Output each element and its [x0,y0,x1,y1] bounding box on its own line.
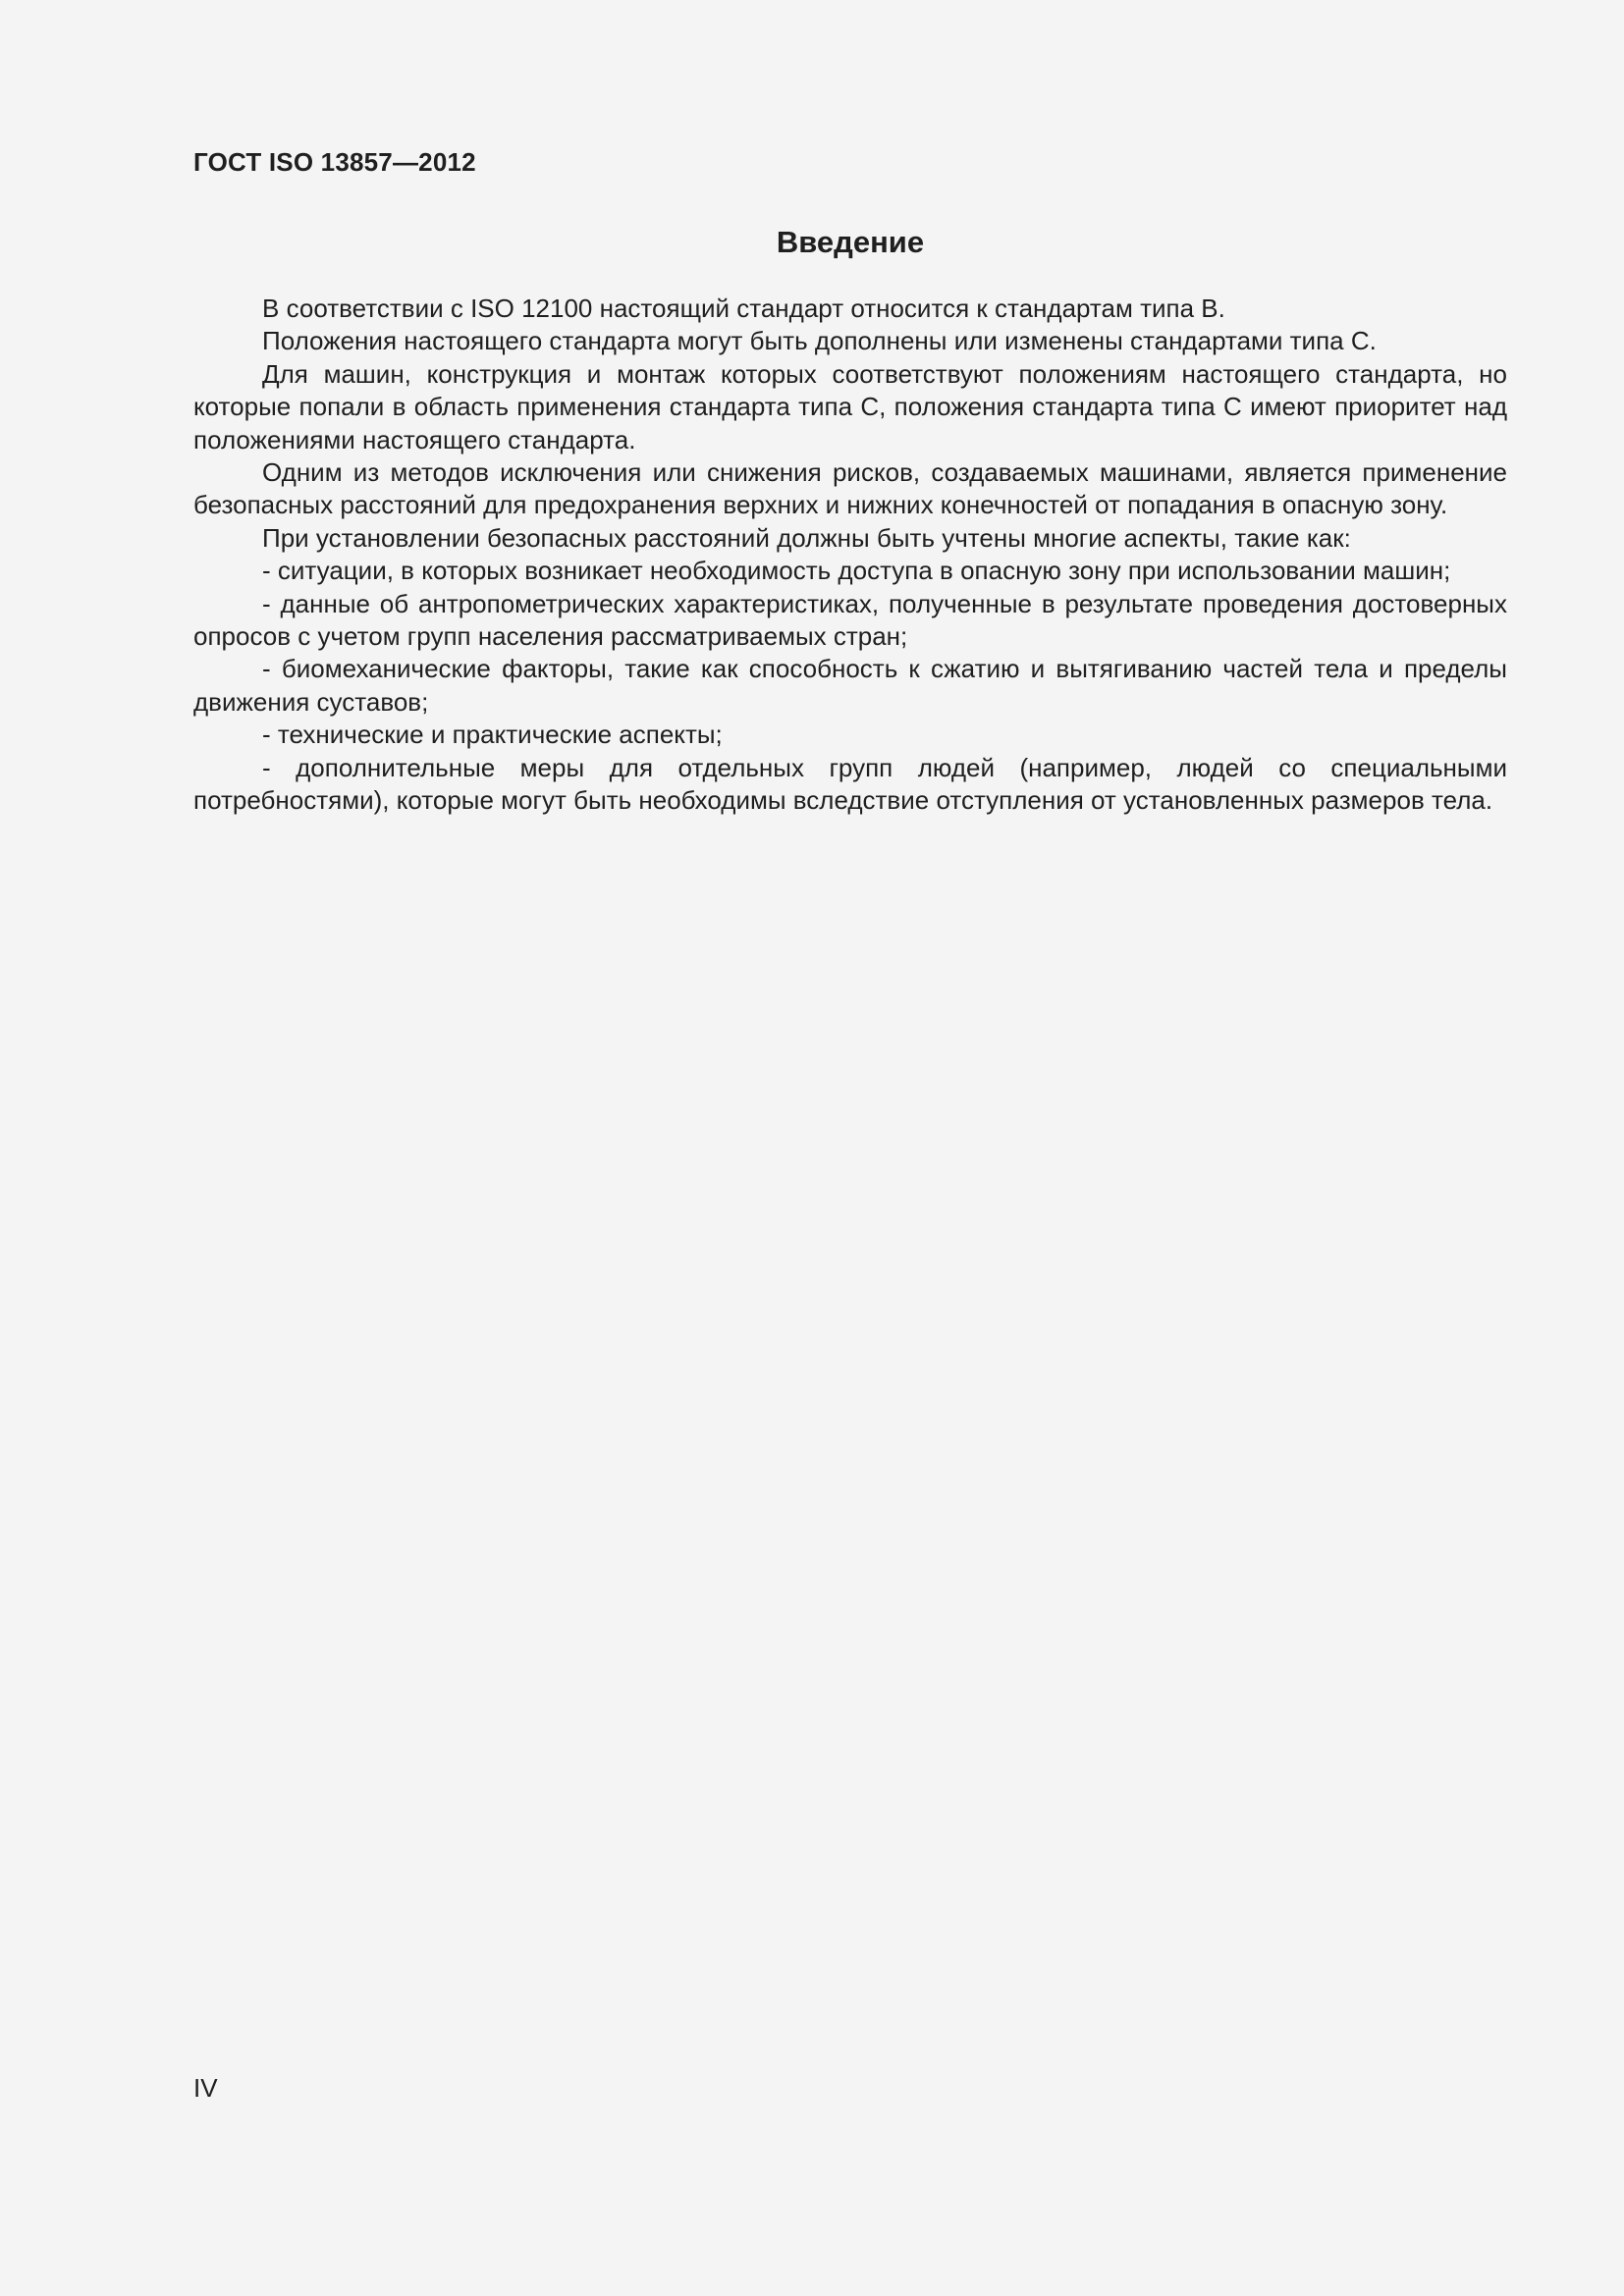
section-body [193,293,1507,818]
list-item: - технические и практические аспекты; [262,720,723,750]
paragraph: Одним из методов исключения или снижения рисков, создаваемых машинами, является применение безопасных расстояний для предохранения верхних и нижних конечностей от попадания в опасную зону. [193,457,1507,520]
document-code-header: ГОСТ ISO 13857—2012 [193,147,476,177]
paragraph: При установлении безопасных расстояний должны быть учтены многие аспекты, такие как: [262,522,1351,553]
list-item: - данные об антропометрических характеристиках, полученные в результате проведения достоверных опросов с учетом групп населения рассматриваемых стран; [193,588,1507,652]
list-item: - биомеханические факторы, такие как способность к сжатию и вытягиванию частей тела и пределы движения суставов; [193,654,1507,717]
paragraph: Для машин, конструкция и монтаж которых соответствуют положениям настоящего стандарта, но которые попали в область применения стандарта типа С, положения стандарта типа С имеют приоритет над положениями настоящего стандарта. [193,358,1507,454]
list-item: - ситуации, в которых возникает необходимость доступа в опасную зону при использовании машин; [262,556,1451,586]
section-title: Введение [776,225,925,259]
paragraph: В соответствии с ISO 12100 настоящий стандарт относится к стандартам типа В. [262,294,1225,323]
page-number: IV [193,2073,218,2103]
paragraph: Положения настоящего стандарта могут быть дополнены или изменены стандартами типа С. [262,326,1377,356]
list-item: - дополнительные меры для отдельных групп людей (например, людей со специальными потребностями), которые могут быть необходимы вследствие отступления от установленных размеров тела. [193,752,1507,816]
